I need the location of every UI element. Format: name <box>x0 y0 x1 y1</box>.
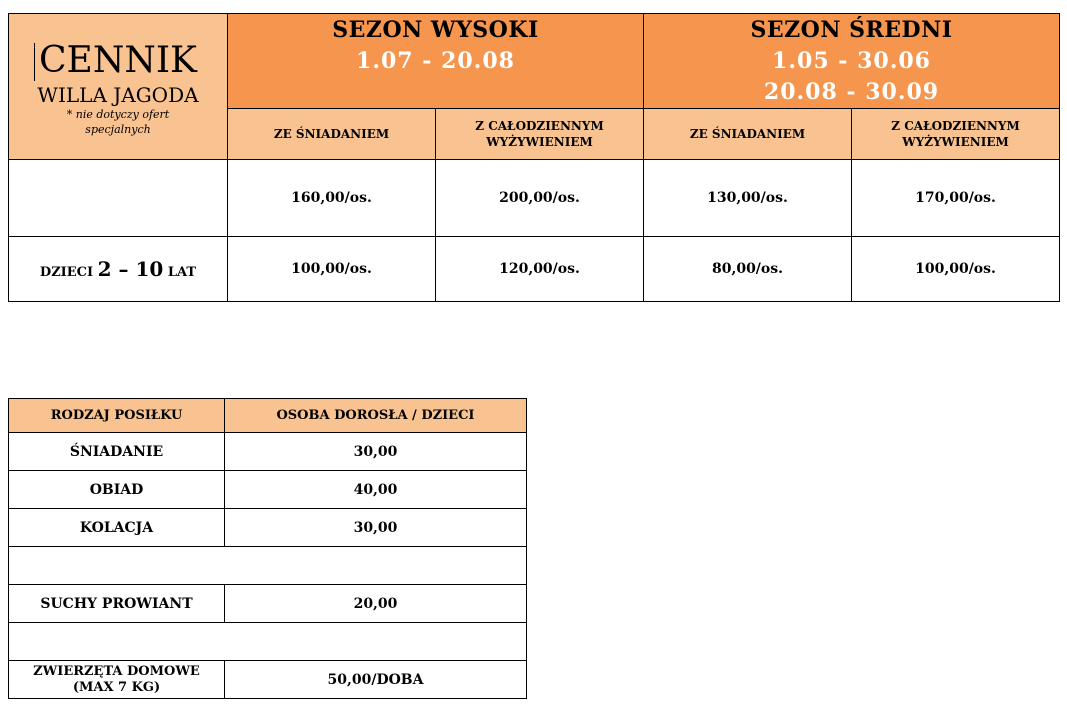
meal-name: OBIAD <box>9 471 225 509</box>
option-breakfast-mid: ZE ŚNIADANIEM <box>644 109 852 160</box>
table-row <box>9 433 527 471</box>
price-cell: 170,00/os. <box>852 160 1060 237</box>
option-fullboard-high <box>436 109 644 160</box>
offer-note: * nie dotyczy ofert specjalnych <box>66 108 170 136</box>
row-label-children <box>9 237 228 302</box>
meal-type-header: RODZAJ POSIŁKU <box>9 399 225 433</box>
row-label <box>9 160 228 237</box>
season-high-dates: 1.07 - 20.08 <box>356 47 515 74</box>
empty-cell <box>9 623 527 661</box>
table-row <box>9 471 527 509</box>
season-mid-dates-2: 20.08 - 30.09 <box>763 78 940 105</box>
title-cell <box>9 14 228 160</box>
pets-label-line2: (MAX 7 KG) <box>72 679 161 695</box>
meal-table <box>8 398 527 699</box>
meal-price: 20,00 <box>225 585 527 623</box>
season-mid-dates-1: 1.05 - 30.06 <box>772 47 931 74</box>
table-row-empty <box>9 547 527 585</box>
table-row <box>9 661 527 699</box>
price-cell: 80,00/os. <box>644 237 852 302</box>
price-cell: 120,00/os. <box>436 237 644 302</box>
price-cell: 100,00/os. <box>228 237 436 302</box>
children-label: DZIECI <box>39 265 94 280</box>
season-mid-title: SEZON ŚREDNI <box>750 16 953 43</box>
option-fullboard-line1: Z CAŁODZIENNYM <box>891 119 1020 133</box>
meal-price: 40,00 <box>225 471 527 509</box>
empty-cell <box>9 547 527 585</box>
option-fullboard-mid <box>852 109 1060 160</box>
season-high-title: SEZON WYSOKI <box>332 16 539 43</box>
season-mid-header <box>644 14 1060 109</box>
meal-name-pets <box>9 661 225 699</box>
meal-price: 30,00 <box>225 433 527 471</box>
meal-name: SUCHY PROWIANT <box>9 585 225 623</box>
price-cell: 100,00/os. <box>852 237 1060 302</box>
price-cell: 160,00/os. <box>228 160 436 237</box>
price-cell: 130,00/os. <box>644 160 852 237</box>
price-cell: 200,00/os. <box>436 160 644 237</box>
option-fullboard-line1: Z CAŁODZIENNYM <box>475 119 604 133</box>
meal-price: 30,00 <box>225 509 527 547</box>
table-row-empty <box>9 623 527 661</box>
text-cursor <box>34 43 35 81</box>
meal-price: 50,00/DOBA <box>225 661 527 699</box>
page-title <box>39 41 197 81</box>
pets-label-line1: ZWIERZĘTA DOMOWE <box>33 663 200 679</box>
meal-name: ŚNIADANIE <box>9 433 225 471</box>
children-age-unit: LAT <box>167 265 197 280</box>
meal-price-header: OSOBA DOROSŁA / DZIECI <box>225 399 527 433</box>
table-row <box>9 160 1060 237</box>
option-fullboard-line2: WYŻYWIENIEM <box>902 135 1009 149</box>
meal-name: KOLACJA <box>9 509 225 547</box>
table-row <box>9 509 527 547</box>
price-table <box>8 13 1060 302</box>
season-high-header <box>228 14 644 109</box>
option-fullboard-line2: WYŻYWIENIEM <box>486 135 593 149</box>
page-subtitle: WILLA JAGODA <box>37 83 199 107</box>
option-breakfast-high: ZE ŚNIADANIEM <box>228 109 436 160</box>
table-row <box>9 585 527 623</box>
children-age-range: 2 – 10 <box>97 257 164 281</box>
table-row <box>9 237 1060 302</box>
title-text: CENNIK <box>39 40 197 81</box>
